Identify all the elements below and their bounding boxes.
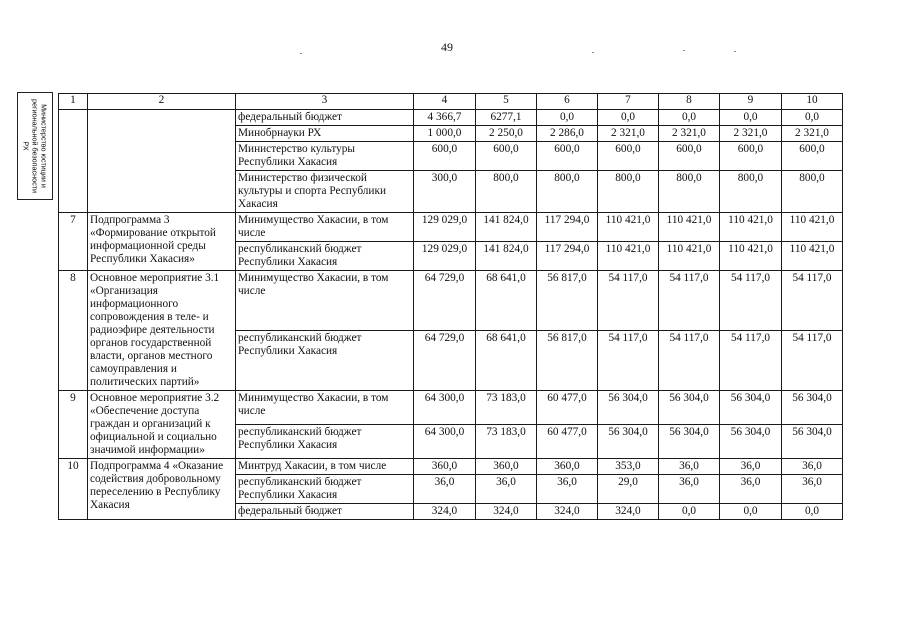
amount-cell: 324,0 [598,504,659,520]
amount-cell: 0,0 [782,110,843,126]
program-name-cell: Основное мероприятие 3.2 «Обеспечение доступа граждан и организаций к официальной и социально значимой информации» [88,391,236,459]
amount-cell: 0,0 [537,110,598,126]
amount-cell: 110 421,0 [598,213,659,242]
amount-cell: 54 117,0 [598,271,659,331]
amount-cell: 2 321,0 [782,126,843,142]
column-header: 1 [59,94,88,110]
column-header: 2 [88,94,236,110]
amount-cell: 110 421,0 [720,213,782,242]
amount-cell: 324,0 [537,504,598,520]
amount-cell: 54 117,0 [659,271,720,331]
amount-cell: 0,0 [659,504,720,520]
amount-cell: 110 421,0 [782,213,843,242]
amount-cell: 353,0 [598,459,659,475]
amount-cell: 73 183,0 [476,391,537,425]
column-header: 9 [720,94,782,110]
amount-cell: 56 304,0 [720,391,782,425]
amount-cell: 64 729,0 [414,331,476,391]
amount-cell: 0,0 [659,110,720,126]
amount-cell: 110 421,0 [598,242,659,271]
amount-cell: 54 117,0 [720,271,782,331]
amount-cell: 56 304,0 [720,425,782,459]
table-body [59,110,843,520]
amount-cell: 36,0 [537,475,598,504]
stamp-text: Министерство юстиции и региональной безопасности РХ [21,99,49,193]
table-row [59,271,843,331]
table-row [59,110,843,126]
registration-stamp [17,92,53,200]
amount-cell: 36,0 [659,459,720,475]
amount-cell: 800,0 [659,171,720,213]
amount-cell: 36,0 [720,475,782,504]
amount-cell: 36,0 [720,459,782,475]
funding-source-cell: республиканский бюджет Республики Хакасия [236,242,414,271]
amount-cell: 300,0 [414,171,476,213]
amount-cell: 360,0 [537,459,598,475]
amount-cell: 2 321,0 [598,126,659,142]
column-header: 6 [537,94,598,110]
amount-cell: 324,0 [414,504,476,520]
funding-source-cell: Минимущество Хакасии, в том числе [236,271,414,331]
amount-cell: 0,0 [598,110,659,126]
amount-cell: 56 304,0 [659,391,720,425]
amount-cell: 1 000,0 [414,126,476,142]
amount-cell: 0,0 [720,110,782,126]
amount-cell: 141 824,0 [476,242,537,271]
amount-cell: 800,0 [537,171,598,213]
row-number-cell: 9 [59,391,88,459]
funding-source-cell: Минобрнауки РХ [236,126,414,142]
amount-cell: 600,0 [598,142,659,171]
amount-cell: 54 117,0 [598,331,659,391]
amount-cell: 117 294,0 [537,213,598,242]
amount-cell: 56 304,0 [598,425,659,459]
amount-cell: 360,0 [476,459,537,475]
amount-cell: 324,0 [476,504,537,520]
amount-cell: 56 817,0 [537,271,598,331]
amount-cell: 36,0 [476,475,537,504]
amount-cell: 60 477,0 [537,425,598,459]
column-header: 3 [236,94,414,110]
funding-source-cell: республиканский бюджет Республики Хакасия [236,331,414,391]
funding-source-cell: федеральный бюджет [236,110,414,126]
amount-cell: 600,0 [659,142,720,171]
budget-table [58,93,843,520]
amount-cell: 0,0 [720,504,782,520]
column-header: 8 [659,94,720,110]
column-header: 10 [782,94,843,110]
funding-source-cell: Минимущество Хакасии, в том числе [236,391,414,425]
amount-cell: 2 321,0 [720,126,782,142]
scan-speck [683,50,685,51]
column-header: 4 [414,94,476,110]
amount-cell: 2 321,0 [659,126,720,142]
column-header: 5 [476,94,537,110]
program-name-cell: Основное мероприятие 3.1 «Организация информационного сопровождения в теле- и радиоэфире деятельности органов государственной власти, органов местного самоуправления и политических партий» [88,271,236,391]
row-number-cell [59,110,88,213]
page-number: 49 [441,40,453,54]
amount-cell: 36,0 [659,475,720,504]
scan-speck [734,51,736,52]
amount-cell: 110 421,0 [659,213,720,242]
amount-cell: 800,0 [476,171,537,213]
amount-cell: 2 250,0 [476,126,537,142]
amount-cell: 360,0 [414,459,476,475]
amount-cell: 56 304,0 [598,391,659,425]
amount-cell: 36,0 [782,459,843,475]
amount-cell: 600,0 [537,142,598,171]
funding-source-cell: республиканский бюджет Республики Хакасия [236,475,414,504]
amount-cell: 4 366,7 [414,110,476,126]
amount-cell: 64 300,0 [414,425,476,459]
amount-cell: 110 421,0 [782,242,843,271]
amount-cell: 110 421,0 [720,242,782,271]
table-row [59,459,843,475]
amount-cell: 800,0 [782,171,843,213]
amount-cell: 141 824,0 [476,213,537,242]
table-header-row [59,94,843,110]
amount-cell: 73 183,0 [476,425,537,459]
amount-cell: 2 286,0 [537,126,598,142]
table-row [59,391,843,425]
amount-cell: 29,0 [598,475,659,504]
funding-source-cell: федеральный бюджет [236,504,414,520]
program-name-cell: Подпрограмма 3 «Формирование открытой информационной среды Республики Хакасия» [88,213,236,271]
row-number-cell: 10 [59,459,88,520]
amount-cell: 56 817,0 [537,331,598,391]
amount-cell: 54 117,0 [782,271,843,331]
amount-cell: 36,0 [414,475,476,504]
amount-cell: 6277,1 [476,110,537,126]
amount-cell: 36,0 [782,475,843,504]
amount-cell: 68 641,0 [476,271,537,331]
amount-cell: 56 304,0 [659,425,720,459]
amount-cell: 56 304,0 [782,425,843,459]
program-name-cell [88,110,236,213]
funding-source-cell: республиканский бюджет Республики Хакасия [236,425,414,459]
amount-cell: 56 304,0 [782,391,843,425]
amount-cell: 68 641,0 [476,331,537,391]
amount-cell: 0,0 [782,504,843,520]
funding-source-cell: Минтруд Хакасии, в том числе [236,459,414,475]
amount-cell: 600,0 [476,142,537,171]
amount-cell: 60 477,0 [537,391,598,425]
amount-cell: 54 117,0 [720,331,782,391]
row-number-cell: 8 [59,271,88,391]
scan-speck [592,52,594,53]
amount-cell: 54 117,0 [782,331,843,391]
amount-cell: 64 729,0 [414,271,476,331]
amount-cell: 129 029,0 [414,213,476,242]
amount-cell: 54 117,0 [659,331,720,391]
program-name-cell: Подпрограмма 4 «Оказание содействия добровольному переселению в Республику Хакасия [88,459,236,520]
row-number-cell: 7 [59,213,88,271]
funding-source-cell: Минимущество Хакасии, в том числе [236,213,414,242]
amount-cell: 64 300,0 [414,391,476,425]
amount-cell: 129 029,0 [414,242,476,271]
amount-cell: 117 294,0 [537,242,598,271]
amount-cell: 800,0 [720,171,782,213]
amount-cell: 600,0 [782,142,843,171]
column-header: 7 [598,94,659,110]
amount-cell: 600,0 [414,142,476,171]
amount-cell: 110 421,0 [659,242,720,271]
scan-speck [300,53,302,54]
table-row [59,213,843,242]
amount-cell: 800,0 [598,171,659,213]
amount-cell: 600,0 [720,142,782,171]
funding-source-cell: Министерство культуры Республики Хакасия [236,142,414,171]
funding-source-cell: Министерство физической культуры и спорта Республики Хакасия [236,171,414,213]
